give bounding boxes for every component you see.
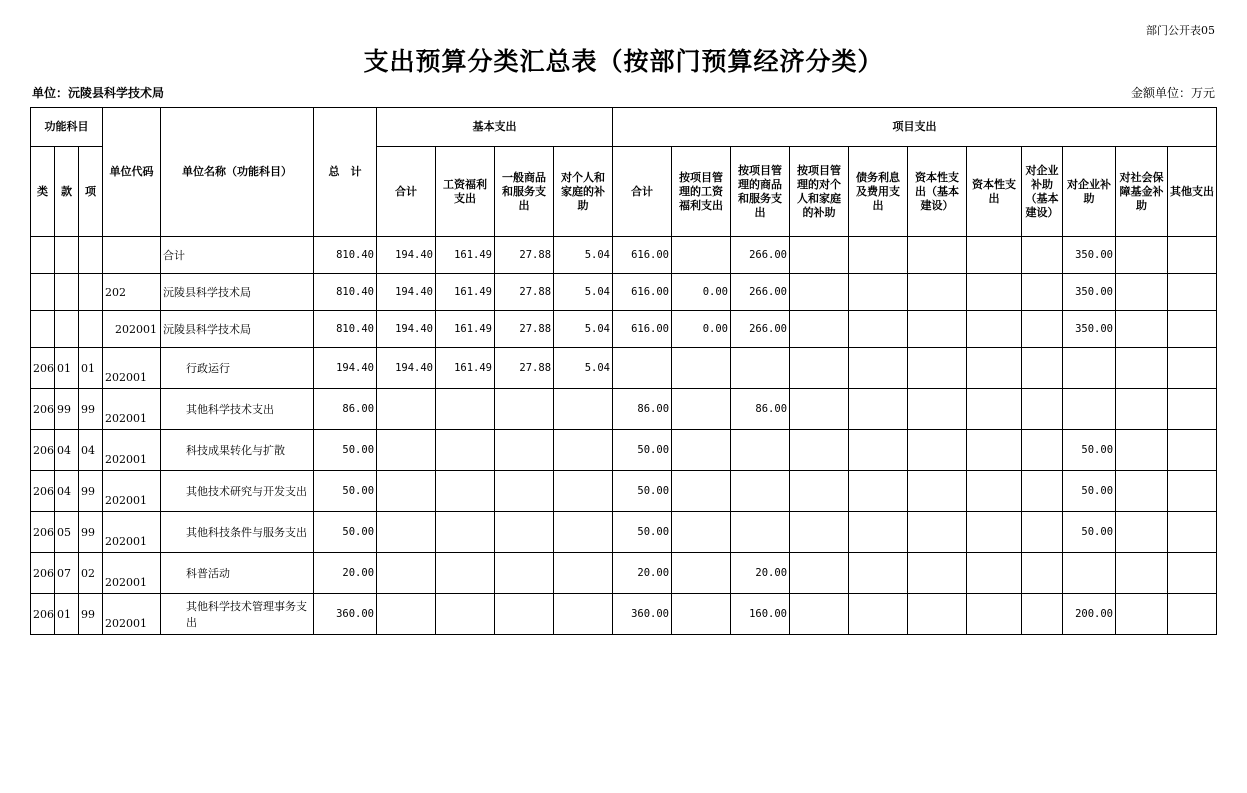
cell-lei: 206 <box>31 553 55 594</box>
cell-project <box>967 553 1022 594</box>
cell-project: 616.00 <box>613 237 672 274</box>
cell-basic: 5.04 <box>554 311 613 348</box>
cell-lei <box>31 274 55 311</box>
cell-basic: 161.49 <box>436 311 495 348</box>
cell-unit-name: 科技成果转化与扩散 <box>161 430 314 471</box>
cell-project <box>849 471 908 512</box>
cell-unit-name: 沅陵县科学技术局 <box>161 274 314 311</box>
cell-project: 266.00 <box>731 311 790 348</box>
cell-basic <box>495 512 554 553</box>
header-project-col: 按项目管理的工资福利支出 <box>672 147 731 237</box>
cell-project <box>790 553 849 594</box>
cell-project <box>672 237 731 274</box>
cell-project <box>1022 348 1063 389</box>
cell-project: 50.00 <box>1063 512 1116 553</box>
cell-lei: 206 <box>31 430 55 471</box>
cell-basic <box>495 471 554 512</box>
header-basic-col: 合计 <box>377 147 436 237</box>
cell-basic <box>495 553 554 594</box>
cell-project <box>967 594 1022 635</box>
cell-project <box>672 389 731 430</box>
table-row <box>31 348 1217 389</box>
cell-project <box>908 237 967 274</box>
cell-project <box>849 594 908 635</box>
cell-basic: 194.40 <box>377 311 436 348</box>
cell-project <box>790 594 849 635</box>
cell-project: 50.00 <box>613 471 672 512</box>
cell-project <box>1116 274 1168 311</box>
cell-unit-code: 202 <box>103 274 161 311</box>
page-title: 支出预算分类汇总表（按部门预算经济分类） <box>363 47 884 76</box>
cell-total: 194.40 <box>314 348 377 389</box>
cell-project <box>731 512 790 553</box>
cell-project: 50.00 <box>1063 471 1116 512</box>
cell-unit-code: 202001 <box>103 553 161 594</box>
cell-project <box>967 430 1022 471</box>
cell-project: 266.00 <box>731 237 790 274</box>
cell-project <box>1063 348 1116 389</box>
cell-total: 20.00 <box>314 553 377 594</box>
cell-xiang <box>79 311 103 348</box>
cell-unit-name: 行政运行 <box>161 348 314 389</box>
cell-basic: 27.88 <box>495 348 554 389</box>
cell-project <box>1063 553 1116 594</box>
header-unit-code: 单位代码 <box>103 108 161 237</box>
cell-project <box>967 348 1022 389</box>
cell-project <box>849 389 908 430</box>
cell-project <box>790 430 849 471</box>
table-row <box>31 274 1217 311</box>
cell-project: 50.00 <box>613 430 672 471</box>
header-project-col: 债务利息及费用支出 <box>849 147 908 237</box>
cell-total: 50.00 <box>314 471 377 512</box>
cell-project <box>1022 311 1063 348</box>
cell-project <box>908 553 967 594</box>
table-row <box>31 389 1217 430</box>
cell-project: 350.00 <box>1063 274 1116 311</box>
cell-project <box>967 237 1022 274</box>
cell-project <box>731 348 790 389</box>
header-project-col: 合计 <box>613 147 672 237</box>
cell-unit-name: 其他科学技术支出 <box>161 389 314 430</box>
cell-project <box>1168 430 1217 471</box>
cell-project <box>967 389 1022 430</box>
cell-basic <box>436 471 495 512</box>
cell-project <box>790 389 849 430</box>
cell-project <box>1116 237 1168 274</box>
unit-label: 单位：沅陵县科学技术局 <box>32 86 165 100</box>
cell-basic <box>436 594 495 635</box>
header-project-col: 资本性支出 <box>967 147 1022 237</box>
cell-project: 86.00 <box>613 389 672 430</box>
cell-basic <box>377 594 436 635</box>
cell-total: 86.00 <box>314 389 377 430</box>
cell-kuan <box>55 311 79 348</box>
cell-unit-name: 其他科学技术管理事务支出 <box>161 594 314 635</box>
cell-project <box>1168 311 1217 348</box>
cell-project <box>790 471 849 512</box>
cell-project <box>908 594 967 635</box>
cell-project <box>790 348 849 389</box>
cell-lei <box>31 237 55 274</box>
cell-basic: 194.40 <box>377 237 436 274</box>
cell-project <box>672 512 731 553</box>
cell-basic <box>436 389 495 430</box>
table-row <box>31 471 1217 512</box>
header-unit-name: 单位名称（功能科目） <box>161 108 314 237</box>
header-basic-col: 工资福利支出 <box>436 147 495 237</box>
cell-unit-code <box>103 237 161 274</box>
cell-basic <box>554 512 613 553</box>
header-xiang: 项 <box>79 147 103 237</box>
cell-kuan: 05 <box>55 512 79 553</box>
cell-basic: 27.88 <box>495 237 554 274</box>
header-total: 总 计 <box>314 108 377 237</box>
cell-unit-code: 202001 <box>103 311 161 348</box>
cell-project: 360.00 <box>613 594 672 635</box>
cell-project <box>790 512 849 553</box>
cell-xiang: 02 <box>79 553 103 594</box>
cell-project <box>1116 512 1168 553</box>
cell-basic: 194.40 <box>377 348 436 389</box>
cell-project <box>1116 553 1168 594</box>
cell-project <box>1116 430 1168 471</box>
cell-project <box>672 430 731 471</box>
cell-project: 266.00 <box>731 274 790 311</box>
cell-basic <box>377 553 436 594</box>
cell-project <box>908 471 967 512</box>
cell-total: 810.40 <box>314 274 377 311</box>
cell-project <box>908 274 967 311</box>
cell-project: 0.00 <box>672 311 731 348</box>
form-number: 部门公开表05 <box>1146 24 1215 37</box>
header-project-col: 资本性支出（基本建设） <box>908 147 967 237</box>
cell-total: 50.00 <box>314 512 377 553</box>
cell-basic: 194.40 <box>377 274 436 311</box>
cell-project <box>1116 389 1168 430</box>
cell-basic: 5.04 <box>554 237 613 274</box>
cell-basic: 161.49 <box>436 348 495 389</box>
cell-project <box>1022 237 1063 274</box>
cell-project <box>1168 348 1217 389</box>
table-row <box>31 237 1217 274</box>
cell-kuan: 07 <box>55 553 79 594</box>
cell-project <box>731 430 790 471</box>
cell-basic: 161.49 <box>436 237 495 274</box>
cell-xiang: 99 <box>79 471 103 512</box>
header-basic: 基本支出 <box>377 108 613 147</box>
cell-project <box>849 512 908 553</box>
cell-project <box>1168 274 1217 311</box>
cell-basic <box>554 430 613 471</box>
header-project-col: 按项目管理的对个人和家庭的补助 <box>790 147 849 237</box>
cell-basic <box>377 471 436 512</box>
cell-total: 810.40 <box>314 311 377 348</box>
cell-basic <box>436 553 495 594</box>
cell-project <box>849 348 908 389</box>
cell-basic <box>554 594 613 635</box>
cell-total: 360.00 <box>314 594 377 635</box>
cell-project: 350.00 <box>1063 311 1116 348</box>
cell-xiang: 04 <box>79 430 103 471</box>
cell-lei: 206 <box>31 512 55 553</box>
cell-project: 616.00 <box>613 311 672 348</box>
cell-project <box>672 553 731 594</box>
cell-basic <box>554 553 613 594</box>
cell-project: 160.00 <box>731 594 790 635</box>
cell-xiang <box>79 274 103 311</box>
cell-lei: 206 <box>31 348 55 389</box>
cell-project <box>849 553 908 594</box>
cell-basic <box>554 389 613 430</box>
header-project-col: 对社会保障基金补助 <box>1116 147 1168 237</box>
cell-project <box>672 471 731 512</box>
cell-project <box>849 311 908 348</box>
cell-project <box>849 430 908 471</box>
cell-xiang: 01 <box>79 348 103 389</box>
cell-kuan: 01 <box>55 348 79 389</box>
header-project-col: 其他支出 <box>1168 147 1217 237</box>
cell-kuan <box>55 237 79 274</box>
cell-project <box>908 348 967 389</box>
table-row <box>31 430 1217 471</box>
cell-project <box>731 471 790 512</box>
cell-project <box>790 274 849 311</box>
cell-project <box>1022 274 1063 311</box>
cell-project <box>967 311 1022 348</box>
cell-basic <box>377 430 436 471</box>
cell-project <box>908 311 967 348</box>
cell-total: 50.00 <box>314 430 377 471</box>
cell-unit-name: 其他技术研究与开发支出 <box>161 471 314 512</box>
cell-project <box>849 274 908 311</box>
cell-project <box>1116 311 1168 348</box>
cell-basic: 5.04 <box>554 274 613 311</box>
header-lei: 类 <box>31 147 55 237</box>
cell-unit-name: 其他科技条件与服务支出 <box>161 512 314 553</box>
header-kuan: 款 <box>55 147 79 237</box>
cell-project: 86.00 <box>731 389 790 430</box>
cell-basic <box>495 430 554 471</box>
cell-unit-code: 202001 <box>103 594 161 635</box>
cell-total: 810.40 <box>314 237 377 274</box>
cell-project: 50.00 <box>613 512 672 553</box>
cell-unit-code: 202001 <box>103 348 161 389</box>
header-project: 项目支出 <box>613 108 1217 147</box>
cell-basic <box>436 430 495 471</box>
cell-unit-code: 202001 <box>103 471 161 512</box>
cell-project <box>967 512 1022 553</box>
cell-project <box>1168 237 1217 274</box>
cell-xiang <box>79 237 103 274</box>
cell-project <box>672 348 731 389</box>
cell-project <box>790 237 849 274</box>
header-func-subject: 功能科目 <box>31 108 103 147</box>
cell-project <box>1022 512 1063 553</box>
table-row <box>31 311 1217 348</box>
cell-project <box>1022 594 1063 635</box>
cell-project <box>1063 389 1116 430</box>
cell-kuan <box>55 274 79 311</box>
header-basic-col: 对个人和家庭的补助 <box>554 147 613 237</box>
cell-basic <box>495 594 554 635</box>
cell-kuan: 01 <box>55 594 79 635</box>
cell-kuan: 04 <box>55 430 79 471</box>
header-project-col: 对企业补助 <box>1063 147 1116 237</box>
cell-kuan: 04 <box>55 471 79 512</box>
cell-project <box>967 274 1022 311</box>
cell-project <box>849 237 908 274</box>
cell-project <box>1168 512 1217 553</box>
table-row <box>31 594 1217 635</box>
cell-project <box>1116 471 1168 512</box>
cell-xiang: 99 <box>79 389 103 430</box>
cell-project: 20.00 <box>613 553 672 594</box>
cell-basic: 5.04 <box>554 348 613 389</box>
cell-unit-name: 合计 <box>161 237 314 274</box>
cell-lei: 206 <box>31 471 55 512</box>
cell-basic: 27.88 <box>495 274 554 311</box>
cell-project: 0.00 <box>672 274 731 311</box>
table-row <box>31 553 1217 594</box>
cell-xiang: 99 <box>79 594 103 635</box>
cell-kuan: 99 <box>55 389 79 430</box>
cell-unit-code: 202001 <box>103 430 161 471</box>
cell-project <box>672 594 731 635</box>
cell-project <box>908 430 967 471</box>
cell-project <box>1168 471 1217 512</box>
cell-unit-code: 202001 <box>103 512 161 553</box>
cell-lei <box>31 311 55 348</box>
cell-basic: 27.88 <box>495 311 554 348</box>
cell-project <box>908 512 967 553</box>
table-row <box>31 512 1217 553</box>
cell-project <box>908 389 967 430</box>
cell-project: 200.00 <box>1063 594 1116 635</box>
cell-project <box>967 471 1022 512</box>
cell-unit-code: 202001 <box>103 389 161 430</box>
cell-project <box>1022 430 1063 471</box>
cell-basic <box>377 389 436 430</box>
cell-basic <box>377 512 436 553</box>
cell-project <box>1168 389 1217 430</box>
amount-unit-label: 金额单位：万元 <box>1130 86 1215 100</box>
cell-project <box>1168 594 1217 635</box>
cell-project: 20.00 <box>731 553 790 594</box>
cell-basic: 161.49 <box>436 274 495 311</box>
cell-xiang: 99 <box>79 512 103 553</box>
header-project-col: 对企业补助（基本建设） <box>1022 147 1063 237</box>
cell-project: 50.00 <box>1063 430 1116 471</box>
cell-project <box>1022 553 1063 594</box>
cell-lei: 206 <box>31 594 55 635</box>
header-project-col: 按项目管理的商品和服务支出 <box>731 147 790 237</box>
cell-project <box>1022 389 1063 430</box>
cell-project: 350.00 <box>1063 237 1116 274</box>
budget-table <box>30 107 1217 635</box>
cell-project <box>790 311 849 348</box>
cell-basic <box>436 512 495 553</box>
cell-project <box>613 348 672 389</box>
cell-project <box>1168 553 1217 594</box>
cell-project: 616.00 <box>613 274 672 311</box>
cell-project <box>1116 594 1168 635</box>
cell-project <box>1116 348 1168 389</box>
cell-unit-name: 科普活动 <box>161 553 314 594</box>
cell-basic <box>554 471 613 512</box>
cell-unit-name: 沅陵县科学技术局 <box>161 311 314 348</box>
cell-lei: 206 <box>31 389 55 430</box>
cell-basic <box>495 389 554 430</box>
header-basic-col: 一般商品和服务支出 <box>495 147 554 237</box>
cell-project <box>1022 471 1063 512</box>
